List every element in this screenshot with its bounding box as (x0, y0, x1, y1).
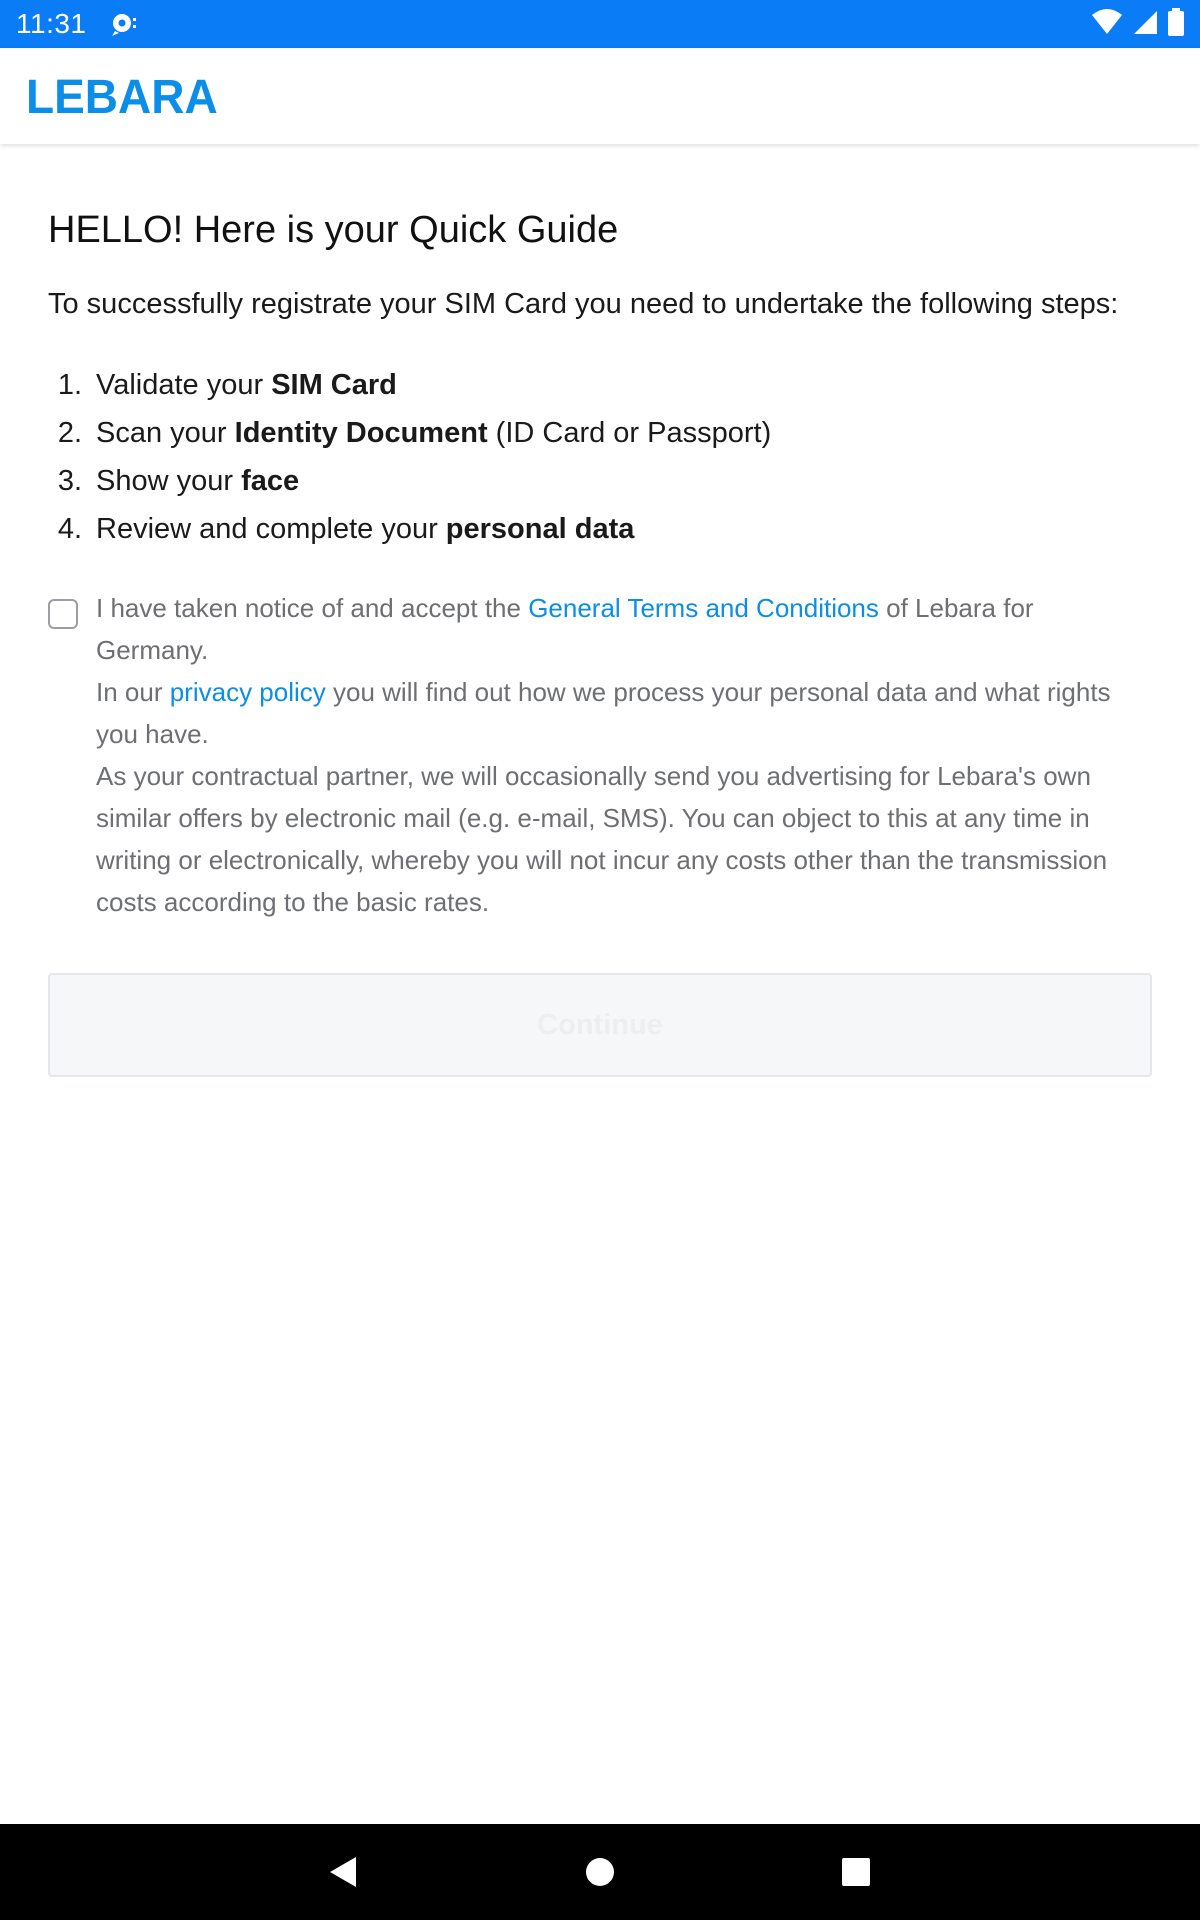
terms-link[interactable]: General Terms and Conditions (528, 593, 879, 623)
step-number: 2. (57, 417, 82, 449)
quick-guide (48, 200, 1152, 1077)
step-text: Validate your (96, 369, 272, 401)
lebara-logo[interactable]: LEBARA (26, 68, 218, 124)
consent-text-part: you will find out how we process your personal data and what rights you have. (96, 677, 1111, 749)
consent-text (96, 587, 1152, 923)
consent-text-part: I have taken notice of and accept the (96, 593, 529, 623)
privacy-policy-link[interactable]: privacy policy (169, 677, 326, 707)
step-number: 1. (57, 369, 82, 401)
step-item (48, 361, 1152, 409)
notification-icon (109, 9, 139, 39)
step-item (48, 505, 1152, 553)
step-text: Scan your (96, 417, 235, 449)
step-bold-text: personal data (445, 513, 635, 545)
cell-signal-icon (1132, 9, 1158, 40)
navigation-bar (0, 1824, 1200, 1920)
consent-text-part: In our (96, 677, 170, 707)
back-triangle-icon[interactable] (295, 1824, 391, 1920)
wifi-icon (1092, 9, 1122, 40)
recents-square-icon[interactable] (808, 1824, 904, 1920)
step-bold-text: Identity Document (234, 417, 488, 449)
accept-terms-checkbox[interactable] (48, 599, 78, 629)
page-title: HELLO! Here is your Quick Guide (48, 209, 619, 251)
step-text: Show your (96, 465, 242, 497)
continue-button[interactable]: Continue (48, 973, 1152, 1077)
step-number: 4. (57, 513, 82, 545)
consent-text-part: of Lebara for Germany. (96, 593, 1034, 665)
step-text: Review and complete your (96, 513, 446, 545)
step-item (48, 457, 1152, 505)
steps-list (48, 361, 1152, 553)
step-text-suffix: (ID Card or Passport) (487, 417, 772, 449)
status-time: 11:31 (16, 8, 87, 39)
step-number: 3. (57, 465, 82, 497)
app-header (0, 48, 1200, 144)
status-bar (0, 0, 1200, 48)
consent-section (48, 587, 1152, 923)
advertising-notice: As your contractual partner, we will occasionally send you advertising for Lebara's own similar offers by electronic mail (e.g. e-mail, SMS). You can object to this at any time in writing or electronically, whereby you will not incur any costs other than the transmission costs according to the basic rates. (96, 761, 1108, 917)
step-item (48, 409, 1152, 457)
step-bold-text: SIM Card (271, 369, 397, 401)
step-bold-text: face (241, 465, 300, 497)
home-circle-icon[interactable] (552, 1824, 648, 1920)
intro-text: To successfully registrate your SIM Card you need to undertake the following steps: (48, 288, 1119, 320)
battery-icon (1168, 8, 1184, 41)
